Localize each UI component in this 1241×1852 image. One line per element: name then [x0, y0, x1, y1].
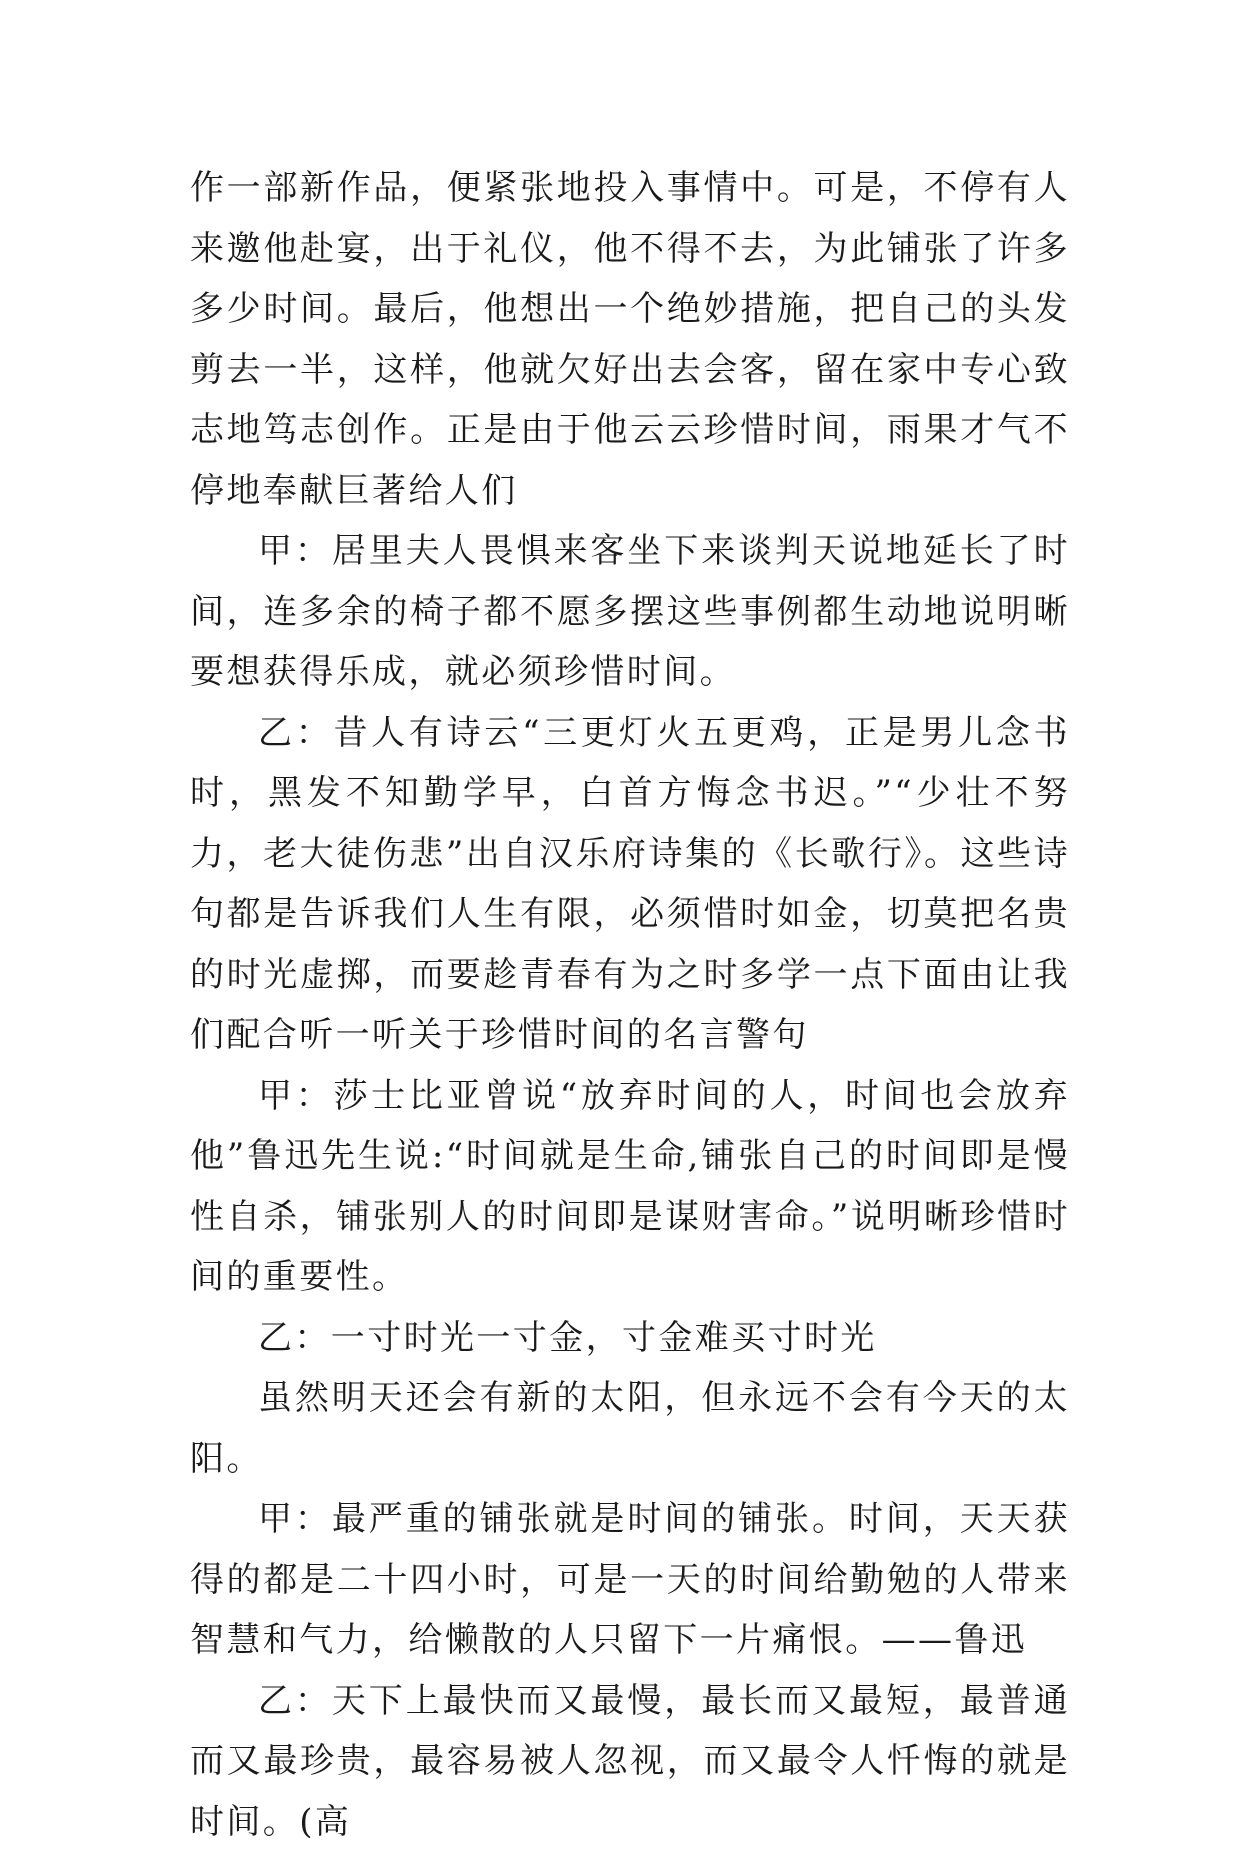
paragraph-4: 甲：莎士比亚曾说“放弃时间的人，时间也会放弃他”鲁迅先生说:“时间就是生命,铺张自己的时间即是慢性自杀，铺张别人的时间即是谋财害命。”说明晰珍惜时间的重要性。	[190, 1066, 1070, 1308]
paragraph-3: 乙：昔人有诗云“三更灯火五更鸡，正是男儿念书时，黑发不知勤学早，白首方悔念书迟。”“少壮不努力，老大徒伤悲”出自汉乐府诗集的《长歌行》。这些诗句都是告诉我们人生有限，必须惜时如金，切莫把名贵的时光虚掷，而要趁青春有为之时多学一点下面由让我们配合听一听关于珍惜时间的名言警句	[190, 703, 1070, 1066]
paragraph-2: 甲：居里夫人畏惧来客坐下来谈判天说地延长了时间，连多余的椅子都不愿多摆这些事例都生动地说明晰要想获得乐成，就必须珍惜时间。	[190, 521, 1070, 703]
document-body	[190, 158, 1070, 1852]
paragraph-8: 乙：天下上最快而又最慢，最长而又最短，最普通而又最珍贵，最容易被人忽视，而又最令人忏悔的就是时间。(高	[190, 1671, 1070, 1852]
paragraph-5: 乙：一寸时光一寸金，寸金难买寸时光	[190, 1308, 1070, 1369]
paragraph-1: 作一部新作品，便紧张地投入事情中。可是，不停有人来邀他赴宴，出于礼仪，他不得不去，为此铺张了许多多少时间。最后，他想出一个绝妙措施，把自己的头发剪去一半，这样，他就欠好出去会客，留在家中专心致志地笃志创作。正是由于他云云珍惜时间，雨果才气不停地奉献巨著给人们	[190, 158, 1070, 521]
paragraph-7: 甲：最严重的铺张就是时间的铺张。时间，天天获得的都是二十四小时，可是一天的时间给勤勉的人带来智慧和气力，给懒散的人只留下一片痛恨。——鲁迅	[190, 1489, 1070, 1671]
paragraph-6: 虽然明天还会有新的太阳，但永远不会有今天的太阳。	[190, 1368, 1070, 1489]
